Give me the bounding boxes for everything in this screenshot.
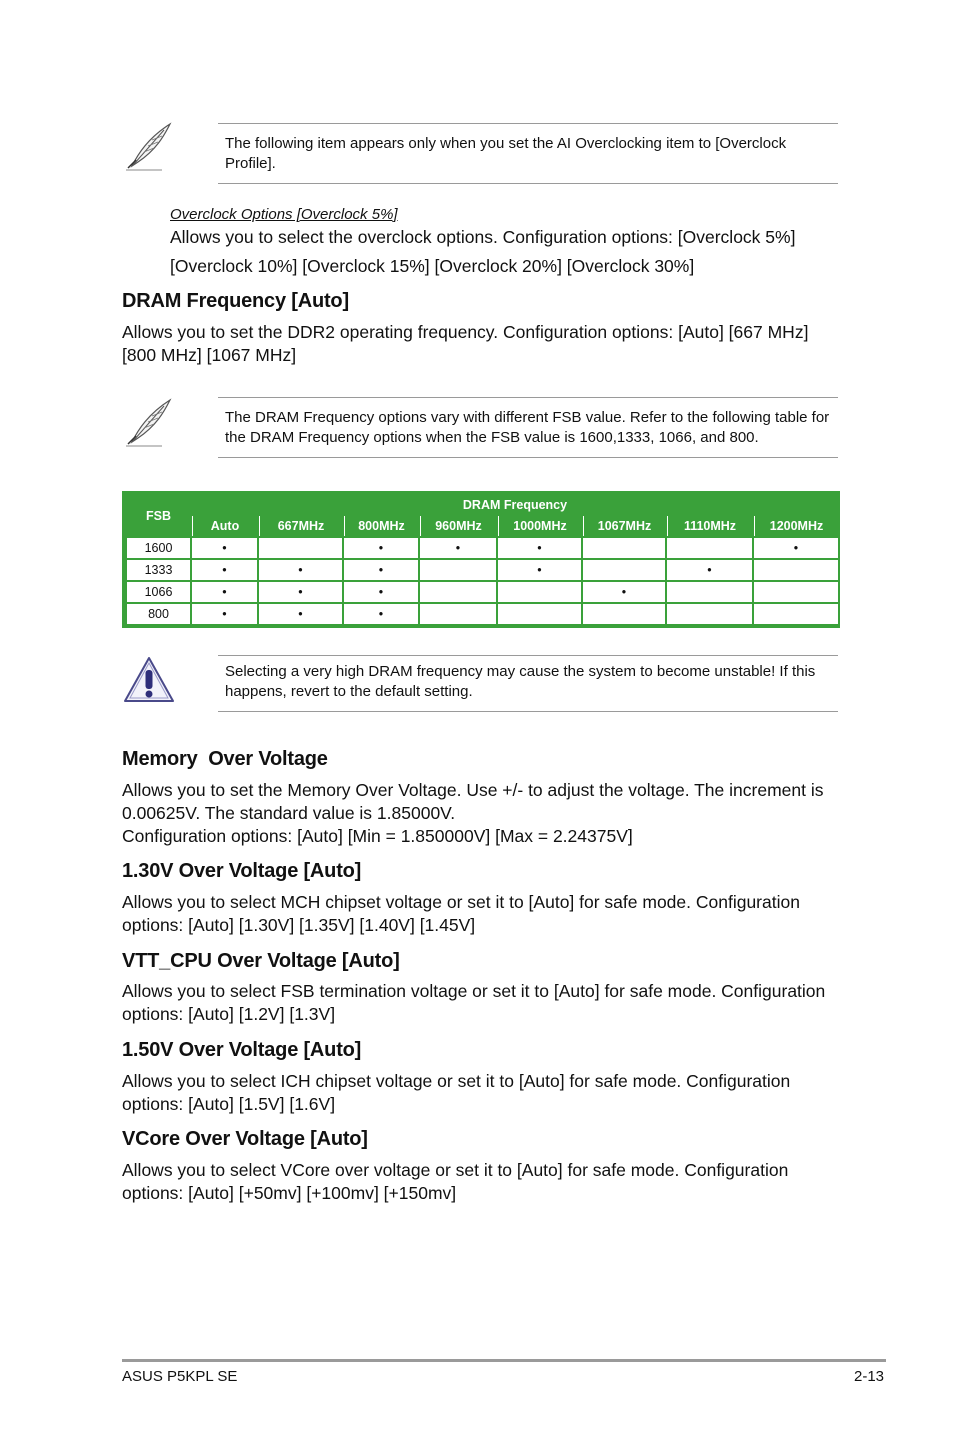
note-pen-icon: [124, 396, 176, 448]
table-cell: [420, 560, 496, 580]
note-pen-icon: [124, 120, 176, 172]
column-header: 1067MHz: [583, 516, 665, 536]
note-text: The DRAM Frequency options vary with different FSB value. Refer to the following table for the DRAM Frequency options when the FSB value is 1600,1333, 1066, and 800.: [225, 409, 830, 446]
column-header: 1000MHz: [498, 516, 581, 536]
dram-frequency-description: Allows you to set the DDR2 operating frequency. Configuration options: [Auto] [667 MHz] [800 MHz] [1067 MHz]: [122, 322, 809, 365]
note-text: The following item appears only when you set the AI Overclocking item to [Overclock Profile].: [225, 135, 787, 172]
v130-description: Allows you to select MCH chipset voltage or set it to [Auto] for safe mode. Configuration options: [Auto] [1.30V] [1.35V] [1.40V] [1.45V]: [122, 892, 800, 935]
fsb-header: FSB: [127, 496, 190, 536]
note-top-rule: [218, 397, 838, 398]
table-cell: •: [344, 582, 418, 602]
vcore-description: Allows you to select VCore over voltage or set it to [Auto] for safe mode. Configuration options: [Auto] [+50mv] [+100mv] [+150mv]: [122, 1160, 789, 1203]
dram-table: [125, 494, 840, 626]
note-top-rule: [218, 123, 838, 124]
vtt-cpu-description: Allows you to select FSB termination voltage or set it to [Auto] for safe mode. Configuration options: [Auto] [1.2V] [1.3V]: [122, 981, 826, 1024]
note-bottom-rule: [218, 457, 838, 458]
table-cell: •: [344, 560, 418, 580]
table-cell: •: [583, 582, 665, 602]
table-cell: •: [667, 560, 752, 580]
table-cell: [259, 538, 342, 558]
table-cell: [667, 582, 752, 602]
memory-over-voltage-heading: Memory Over Voltage: [122, 748, 328, 770]
table-cell: •: [498, 538, 581, 558]
table-cell: •: [192, 604, 257, 624]
footer-page-number: 2-13: [854, 1368, 885, 1385]
overclock-options-title: Overclock Options [Overclock 5%]: [170, 206, 398, 223]
footer-rule: [122, 1359, 886, 1362]
table-cell: •: [192, 560, 257, 580]
table-cell: •: [344, 538, 418, 558]
table-cell: •: [420, 538, 496, 558]
fsb-cell: 800: [127, 604, 190, 624]
table-cell: [420, 582, 496, 602]
table-cell: •: [498, 560, 581, 580]
table-cell: [498, 582, 581, 602]
column-header: 667MHz: [259, 516, 342, 536]
fsb-cell: 1333: [127, 560, 190, 580]
table-cell: [420, 604, 496, 624]
dram-frequency-table: [122, 491, 840, 628]
table-cell: •: [259, 582, 342, 602]
column-header: 1200MHz: [754, 516, 838, 536]
memory-over-voltage-description: Allows you to set the Memory Over Voltage. Use +/- to adjust the voltage. The increment is 0.00625V. The standard value is 1.85000V.: [122, 780, 824, 823]
table-cell: •: [192, 582, 257, 602]
table-cell: [754, 582, 838, 602]
warning-triangle-icon: [122, 654, 176, 706]
table-cell: [754, 560, 838, 580]
warning-text: Selecting a very high DRAM frequency may cause the system to become unstable! If this happens, revert to the default setting.: [225, 663, 816, 700]
table-row: [127, 604, 838, 624]
table-cell: •: [259, 560, 342, 580]
table-cell: [667, 604, 752, 624]
table-cell: •: [192, 538, 257, 558]
column-header: 1110MHz: [667, 516, 752, 536]
table-cell: [667, 538, 752, 558]
column-header: 800MHz: [344, 516, 418, 536]
vcore-heading: VCore Over Voltage [Auto]: [122, 1128, 368, 1150]
overclock-options-description: Allows you to select the overclock options. Configuration options: [Overclock 5%] [Overclock 10%] [Overclock 15%] [Overclock 20%] [Overclock 30%]: [170, 227, 796, 276]
v150-description: Allows you to select ICH chipset voltage or set it to [Auto] for safe mode. Configuration options: [Auto] [1.5V] [1.6V]: [122, 1071, 791, 1114]
footer-product-name: ASUS P5KPL SE: [122, 1368, 238, 1385]
fsb-cell: 1600: [127, 538, 190, 558]
note-bottom-rule: [218, 183, 838, 184]
table-row: [127, 560, 838, 580]
dram-frequency-heading: DRAM Frequency [Auto]: [122, 290, 349, 312]
table-cell: [754, 604, 838, 624]
dram-frequency-group-header: DRAM Frequency: [192, 496, 838, 514]
table-cell: •: [754, 538, 838, 558]
table-row: [127, 538, 838, 558]
v130-heading: 1.30V Over Voltage [Auto]: [122, 860, 362, 882]
table-cell: •: [344, 604, 418, 624]
warning-top-rule: [218, 655, 838, 656]
table-cell: [583, 604, 665, 624]
column-header: 960MHz: [420, 516, 496, 536]
warning-bottom-rule: [218, 711, 838, 712]
table-cell: [583, 538, 665, 558]
v150-heading: 1.50V Over Voltage [Auto]: [122, 1039, 362, 1061]
memory-over-voltage-options: Configuration options: [Auto] [Min = 1.850000V] [Max = 2.24375V]: [122, 826, 633, 846]
vtt-cpu-heading: VTT_CPU Over Voltage [Auto]: [122, 950, 400, 972]
table-cell: [583, 560, 665, 580]
table-row: [127, 582, 838, 602]
column-header: Auto: [192, 516, 257, 536]
table-cell: [498, 604, 581, 624]
table-cell: •: [259, 604, 342, 624]
fsb-cell: 1066: [127, 582, 190, 602]
